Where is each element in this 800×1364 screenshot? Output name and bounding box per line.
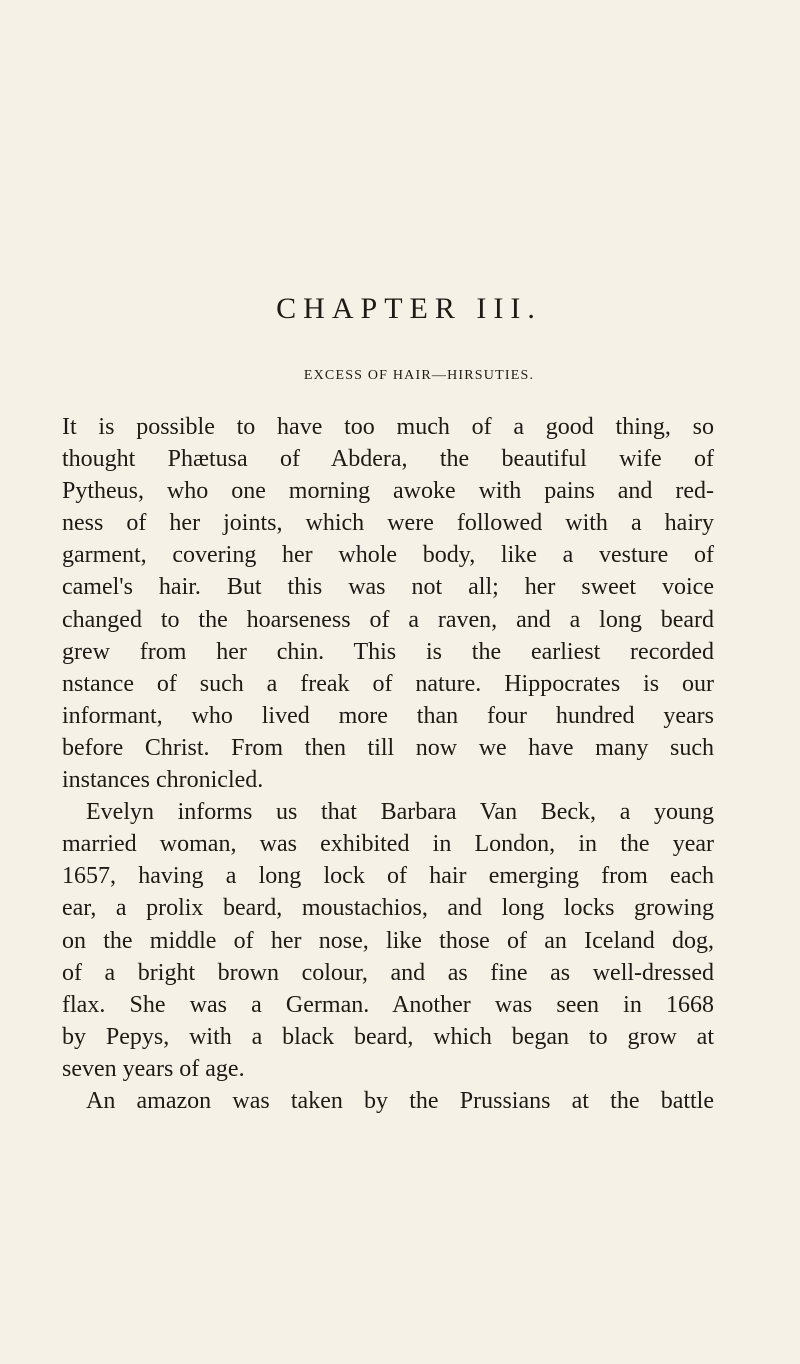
text-line: informant, who lived more than four hundred years [62,702,714,729]
body-text [62,411,714,1117]
text-line: ear, a prolix beard, moustachios, and long locks growing [62,895,714,922]
text-line: seven years of age. [62,1055,245,1082]
text-line: 1657, having a long lock of hair emerging from each [62,863,714,890]
text-line: Evelyn informs us that Barbara Van Beck, a young [86,799,714,826]
text-line: by Pepys, with a black beard, which began to grow at [62,1023,714,1050]
text-line: An amazon was taken by the Prussians at the battle [86,1087,714,1114]
text-line: ness of her joints, which were followed with a hairy [62,510,714,537]
text-line: on the middle of her nose, like those of an Iceland dog, [62,927,714,954]
text-line: garment, covering her whole body, like a vesture of [62,542,714,569]
text-line: Pytheus, who one morning awoke with pains and red- [62,478,714,505]
text-line: flax. She was a German. Another was seen in 1668 [62,991,714,1018]
text-line: instances chronicled. [62,767,264,794]
text-line: before Christ. From then till now we have many such [62,734,714,761]
text-line: grew from her chin. This is the earliest recorded [62,638,714,665]
text-line: changed to the hoarseness of a raven, and a long beard [62,606,714,633]
chapter-title: CHAPTER III. [276,292,542,325]
text-line: married woman, was exhibited in London, in the year [62,831,714,858]
text-line: camel's hair. But this was not all; her sweet voice [62,574,714,601]
section-title: EXCESS OF HAIR—HIRSUTIES. [303,368,535,383]
text-line: thought Phætusa of Abdera, the beautiful wife of [62,446,714,473]
text-line: It is possible to have too much of a good thing, so [62,414,714,440]
text-line: nstance of such a freak of nature. Hippocrates is our [62,670,714,697]
text-line: of a bright brown colour, and as fine as well-dressed [62,959,714,986]
